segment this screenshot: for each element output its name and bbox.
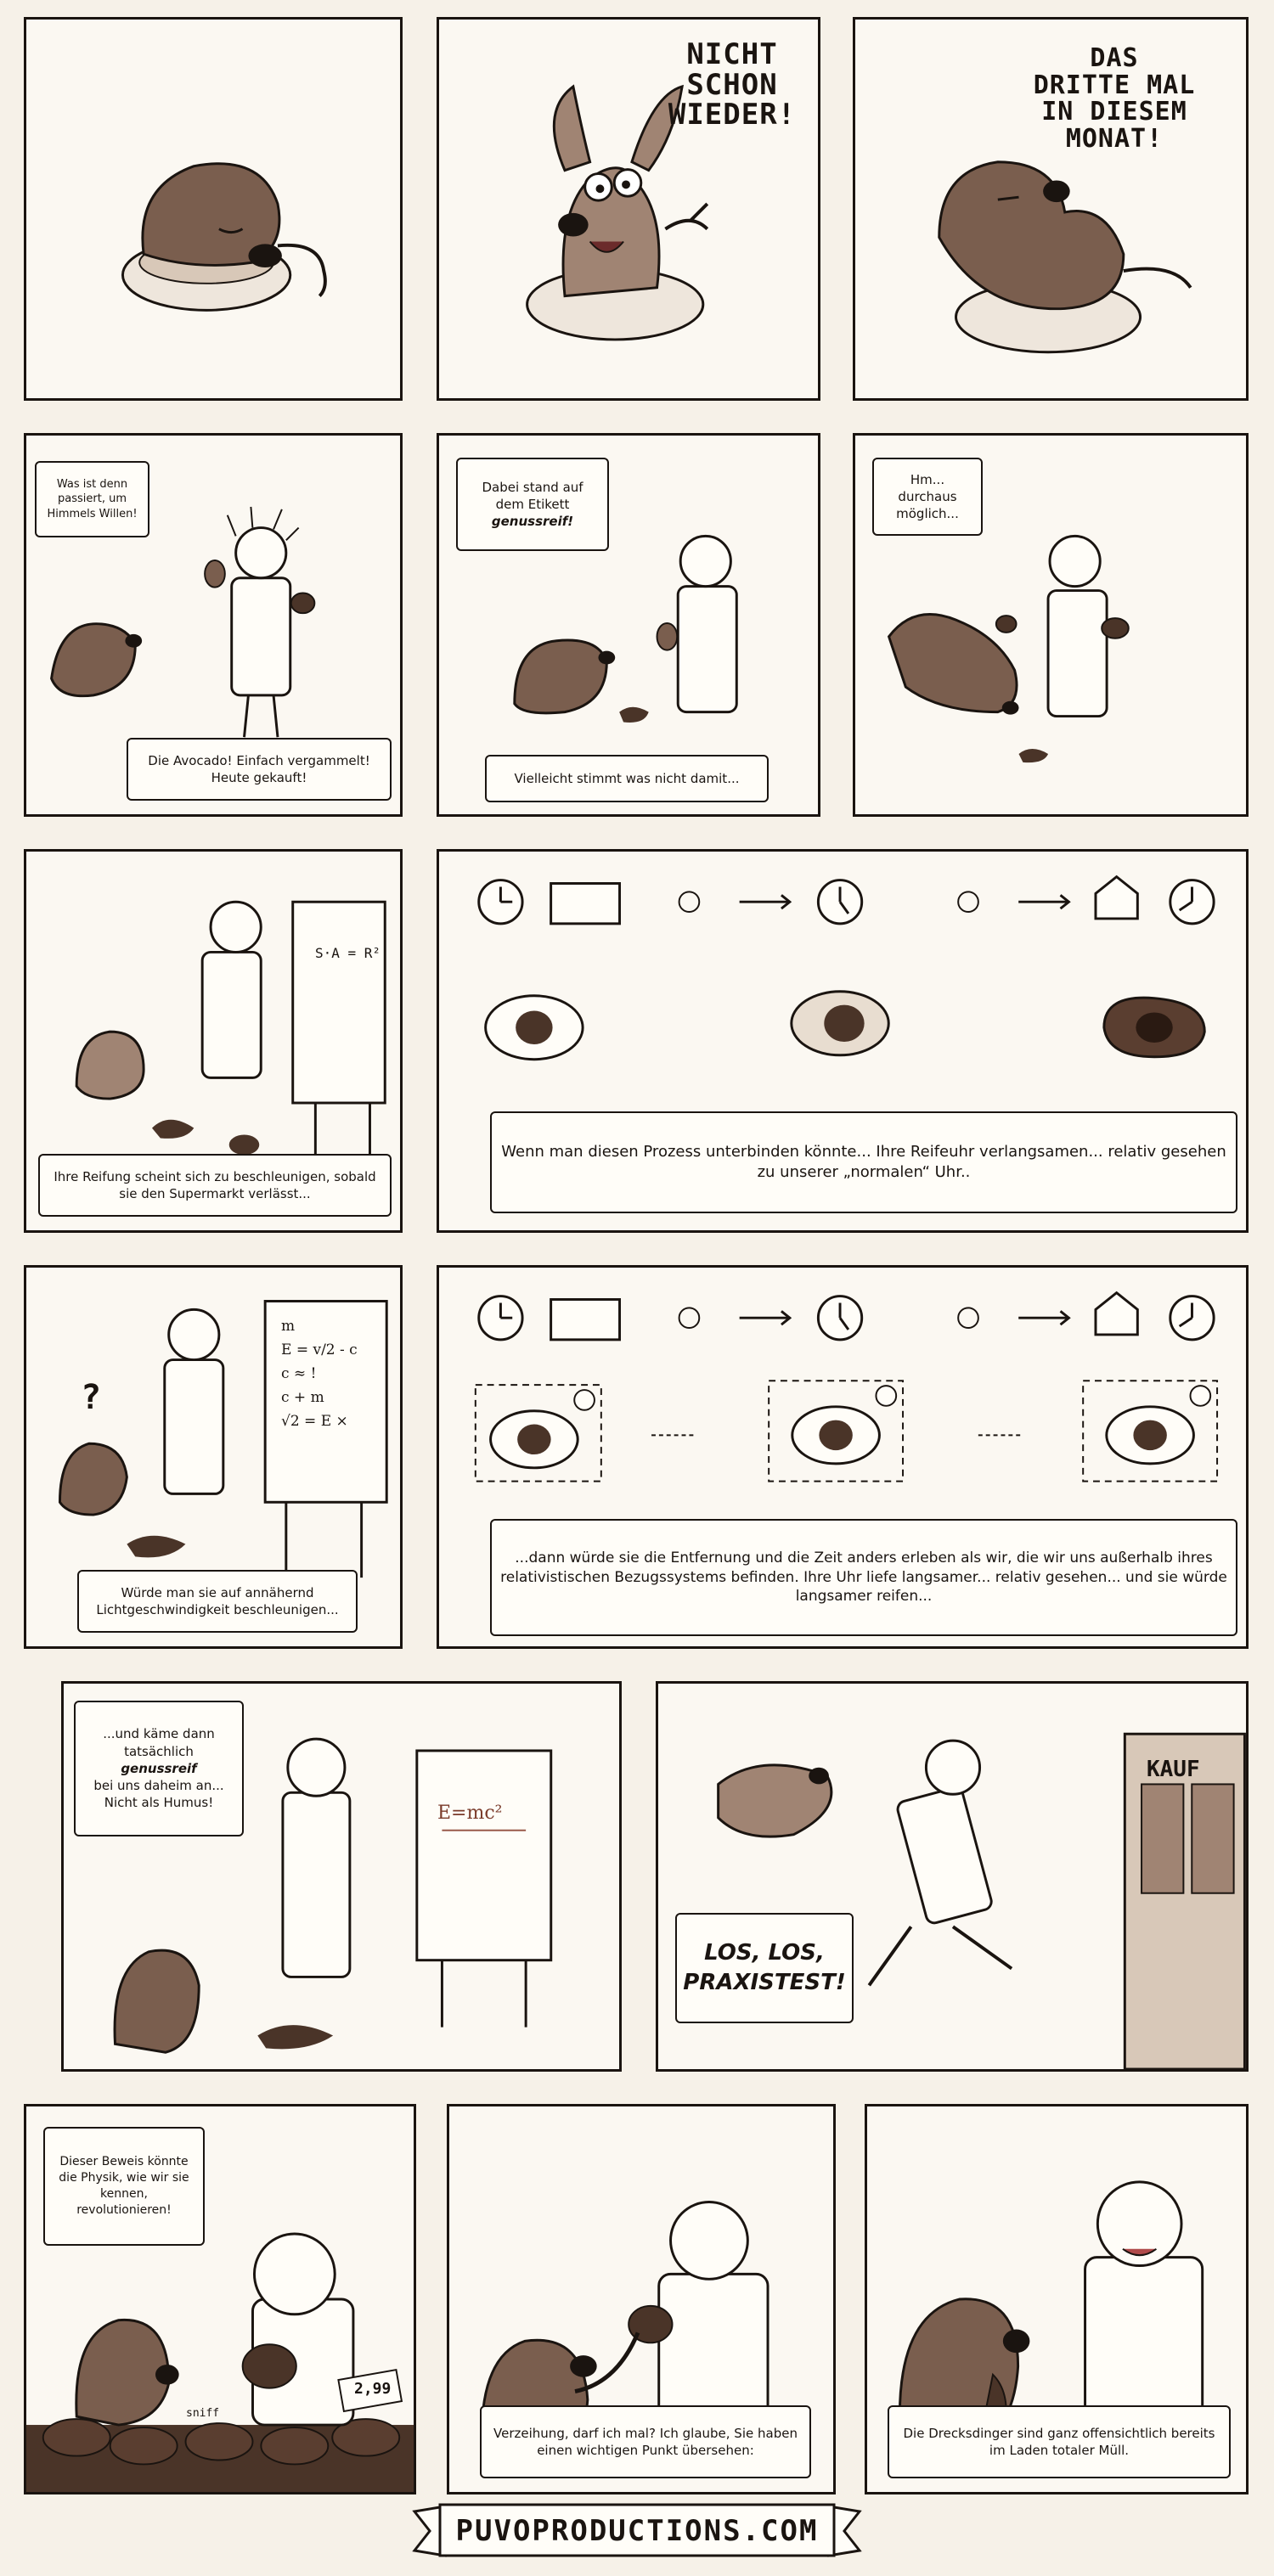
equation-line: √2 = E × <box>281 1413 348 1431</box>
speech-bubble <box>888 2405 1231 2478</box>
panel-6-2 <box>447 2104 836 2494</box>
whiteboard-formula: S·A = R² <box>315 945 381 961</box>
whiteboard-equations <box>281 1314 387 1433</box>
bubble-emphasis: genussreif <box>121 1760 197 1776</box>
speech-bubble <box>490 1519 1237 1636</box>
speech-bubble <box>675 1913 854 2023</box>
speech-bubble <box>456 458 609 551</box>
site-url[interactable]: PUVOPRODUCTIONS.COM <box>455 2514 819 2548</box>
equation-line: c + m <box>281 1389 324 1407</box>
panel-6-3 <box>865 2104 1249 2494</box>
footer-banner <box>411 2501 863 2561</box>
shout-nicht-schon-wieder: NICHT SCHON WIEDER! <box>668 37 797 132</box>
panel-1-3 <box>853 17 1249 401</box>
equation-line: c ≈ ! <box>281 1365 317 1383</box>
bubble-text: Vielleicht stimmt was nicht damit... <box>514 770 740 786</box>
equation-line: E = v/2 - c <box>281 1341 358 1359</box>
panel-2-1 <box>24 433 403 817</box>
bubble-emphasis: genussreif <box>491 514 568 530</box>
bubble-text: Würde man sie auf annähernd Lichtgeschwindigkeit beschleunigen... <box>96 1584 339 1617</box>
bubble-text: ...dann würde sie die Entfernung und die Zeit anders erleben als wir, die wir uns außerhalb ihres relativistischen Bezugssystems befinden. Ihre Uhr liefe langsamer... relativ gesehen... und sie würde langsamer reifen... <box>500 1549 1227 1606</box>
bubble-text: Die Avocado! Einfach vergammelt! Heute gekauft! <box>148 752 370 785</box>
shout-dritte-mal: DAS DRITTE MAL IN DIESEM MONAT! <box>1033 43 1196 154</box>
bubble-text: ...und käme dann tatsächlich <box>103 1726 215 1759</box>
speech-bubble <box>490 1111 1237 1213</box>
speech-bubble <box>872 458 983 536</box>
bubble-text: Wenn man diesen Prozess unterbinden könnte... Ihre Reifeuhr verlangsamen... relativ gesehen zu unserer „normalen“ Uhr.. <box>501 1142 1226 1181</box>
bubble-text: bei uns daheim an... Nicht als Humus! <box>93 1778 224 1811</box>
bubble-text: Die Drecksdinger sind ganz offensichtlich bereits im Laden totaler Müll. <box>903 2425 1215 2458</box>
bubble-text: Dieser Beweis könnte die Physik, wie wir sie kennen, revolutionieren! <box>59 2155 189 2217</box>
speech-bubble <box>74 1701 244 1836</box>
bubble-text: Hm... durchaus möglich... <box>896 471 959 522</box>
speech-bubble <box>77 1570 358 1633</box>
speech-bubble <box>35 461 149 537</box>
panel-5-1 <box>61 1681 622 2072</box>
bubble-text: Dabei stand auf dem Etikett <box>482 479 583 512</box>
panel-2-3 <box>853 433 1249 817</box>
panel-2-2 <box>437 433 820 817</box>
bubble-text: LOS, LOS, PRAXISTEST! <box>683 1939 846 1995</box>
speech-bubble <box>127 738 392 801</box>
panel-4-2 <box>437 1265 1249 1649</box>
sniff-label: sniff <box>186 2407 220 2420</box>
panel-3-2 <box>437 849 1249 1233</box>
speech-bubble <box>38 1154 392 1217</box>
equation-line: m <box>281 1318 296 1335</box>
panel-6-1 <box>24 2104 416 2494</box>
panel-3-1 <box>24 849 403 1233</box>
speech-bubble <box>43 2127 205 2246</box>
sleeping-dog-drawing <box>26 20 400 398</box>
panel-1-2 <box>437 17 820 401</box>
bubble-text: ! <box>567 514 574 530</box>
bubble-text: Was ist denn passiert, um Himmels Willen! <box>47 477 138 520</box>
speech-bubble <box>485 755 769 802</box>
speech-bubble <box>480 2405 811 2478</box>
bubble-text: Verzeihung, darf ich mal? Ich glaube, Sie haben einen wichtigen Punkt übersehen: <box>493 2425 798 2458</box>
panel-5-2 <box>656 1681 1249 2072</box>
bubble-text: Ihre Reifung scheint sich zu beschleunigen, sobald sie den Supermarkt verlässt... <box>54 1168 376 1201</box>
panel-1-1 <box>24 17 403 401</box>
whiteboard-formula: E=mc² <box>437 1803 503 1824</box>
price-tag: 2,99 <box>354 2380 392 2398</box>
question-mark: ? <box>81 1378 102 1417</box>
panel-4-1 <box>24 1265 403 1649</box>
store-sign: KAUF <box>1147 1757 1200 1782</box>
